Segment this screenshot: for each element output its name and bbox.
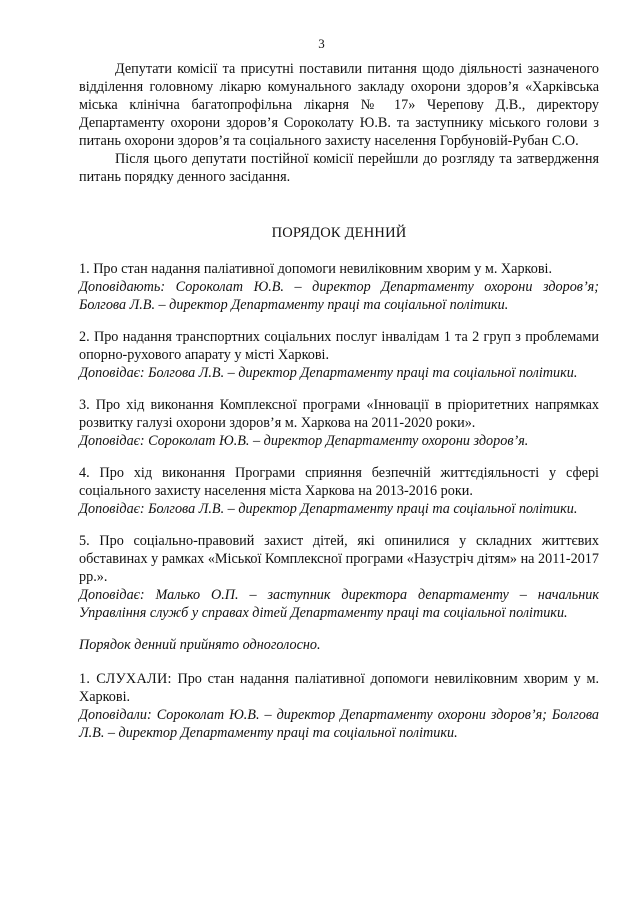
page-number: 3 — [318, 36, 325, 51]
agenda-item-5 — [79, 532, 599, 622]
heard-speakers: Доповідали: Сороколат Ю.В. – директор Департаменту охорони здоров’я; Болгова Л.В. – директор Департаменту праці та соціальної політики. — [79, 707, 599, 741]
agenda-title: ПОРЯДОК ДЕННИЙ — [271, 225, 407, 241]
agenda-item-3 — [79, 396, 599, 450]
agenda-item-speakers: Доповідає: Малько О.П. – заступник директора департаменту – начальник Управління служб у справах дітей Департаменту праці та соціальної політики. — [79, 587, 599, 621]
agenda-item-4 — [79, 464, 599, 518]
intro-paragraph-1: Депутати комісії та присутні поставили питання щодо діяльності зазначеного відділення головному лікарю комунального закладу охорони здоров’я «Харківська міська клінічна багатопрофільна лікарня № 17» Черепову Д.В., директору Департаменту охорони здоров’я Сороколату Ю.В. та заступнику міського голови з питань охорони здоров’я та соціального захисту населення Горбуновій-Рубан С.О. — [79, 61, 599, 149]
agenda-item-text: 2. Про надання транспортних соціальних послуг інвалідам 1 та 2 груп з проблемами опорно-рухового апарату у місті Харкові. — [79, 329, 599, 363]
agenda-item-1 — [79, 260, 599, 314]
document-body — [79, 60, 599, 756]
agenda-item-speakers: Доповідають: Сороколат Ю.В. – директор Департаменту охорони здоров’я; Болгова Л.В. – директор Департаменту праці та соціальної політики. — [79, 279, 599, 313]
heard-section — [79, 670, 599, 742]
intro-paragraph-2: Після цього депутати постійної комісії перейшли до розгляду та затвердження питань порядку денного засідання. — [79, 151, 599, 185]
heard-text: Про стан надання паліативної допомоги невиліковним хворим у м. Харкові. — [79, 671, 599, 705]
heard-label: 1. СЛУХАЛИ: — [79, 671, 172, 687]
agenda-approved-note: Порядок денний прийнято одноголосно. — [79, 637, 321, 653]
agenda-item-2 — [79, 328, 599, 382]
agenda-item-speakers: Доповідає: Сороколат Ю.В. – директор Департаменту охорони здоров’я. — [79, 433, 529, 449]
agenda-item-speakers: Доповідає: Болгова Л.В. – директор Департаменту праці та соціальної політики. — [79, 501, 578, 517]
agenda-item-text: 3. Про хід виконання Комплексної програми «Інновації в пріоритетних напрямках розвитку галузі охорони здоров’я м. Харкова на 2011-2020 роки». — [79, 397, 599, 431]
agenda-item-speakers: Доповідає: Болгова Л.В. – директор Департаменту праці та соціальної політики. — [79, 365, 578, 381]
heard-paragraph — [79, 670, 599, 706]
agenda-item-text: 1. Про стан надання паліативної допомоги невиліковним хворим у м. Харкові. — [79, 261, 553, 277]
agenda-item-text: 4. Про хід виконання Програми сприяння безпечній життєдіяльності у сфері соціального захисту населення міста Харкова на 2013-2016 роки. — [79, 465, 599, 499]
agenda-item-text: 5. Про соціально-правовий захист дітей, які опинилися у складних життєвих обставинах у рамках «Міської Комплексної програми «Назустріч дітям» на 2011-2017 рр.». — [79, 533, 599, 585]
